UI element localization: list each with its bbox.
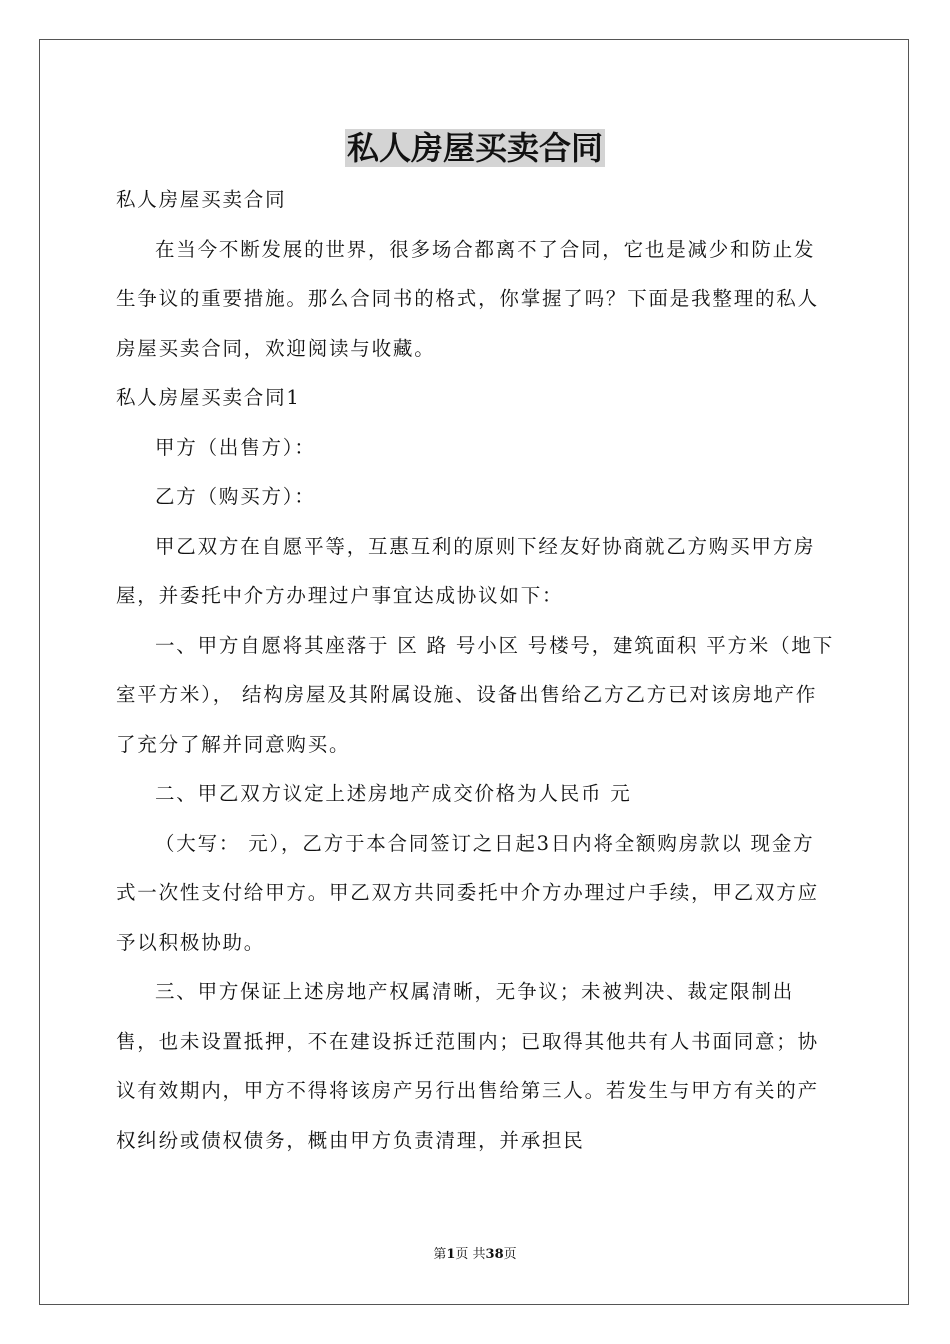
page-footer <box>0 1245 950 1265</box>
page-mid: 页 共 <box>455 1247 486 1262</box>
party-a-line: 甲方（出售方）： <box>155 435 316 459</box>
document-title <box>0 124 950 172</box>
clause-three: 三、甲方保证上述房地产权属清晰，无争议；未被判决、裁定限制出售，也未设置抵押，不在建设拆迁范围内；已取得其他共有人书面同意；协议有效期内，甲方不得将该房产另行出售给第三人。若发生与甲方有关的产权纠纷或债权债务，概由甲方负责清理，并承担民 <box>116 980 819 1152</box>
intro-paragraph: 在当今不断发展的世界，很多场合都离不了合同，它也是减少和防止发生争议的重要措施。那么合同书的格式，你掌握了吗？下面是我整理的私人房屋买卖合同，欢迎阅读与收藏。 <box>116 237 819 360</box>
agreement-preamble: 甲乙双方在自愿平等，互惠互利的原则下经友好协商就乙方购买甲方房屋，并委托中介方办理过户事宜达成协议如下： <box>116 534 816 607</box>
section-heading: 私人房屋买卖合同1 <box>116 386 301 409</box>
clause-one: 一、甲方自愿将其座落于 区 路 号小区 号楼号，建筑面积 平方米（地下室平方米）， 结构房屋及其附属设施、设备出售给乙方乙方已对该房地产作了充分了解并同意购买。 <box>116 633 834 756</box>
clause-two: 二、甲乙双方议定上述房地产成交价格为人民币 元 <box>155 782 632 805</box>
party-b-line: 乙方（购买方）： <box>155 485 316 508</box>
document-title-text: 私人房屋买卖合同 <box>346 129 603 167</box>
page-suffix: 页 <box>503 1247 517 1262</box>
subtitle-paragraph: 私人房屋买卖合同 <box>116 188 287 211</box>
clause-two-continued: （大写： 元），乙方于本合同签订之日起3日内将全额购房款以 现金方式一次性支付给甲方。甲乙双方共同委托中介方办理过户手续，甲乙双方应予以积极协助。 <box>116 831 819 954</box>
page-total: 38 <box>485 1247 504 1262</box>
page-prefix: 第 <box>433 1247 447 1262</box>
document-body <box>116 175 834 1165</box>
page-current: 1 <box>446 1247 456 1262</box>
